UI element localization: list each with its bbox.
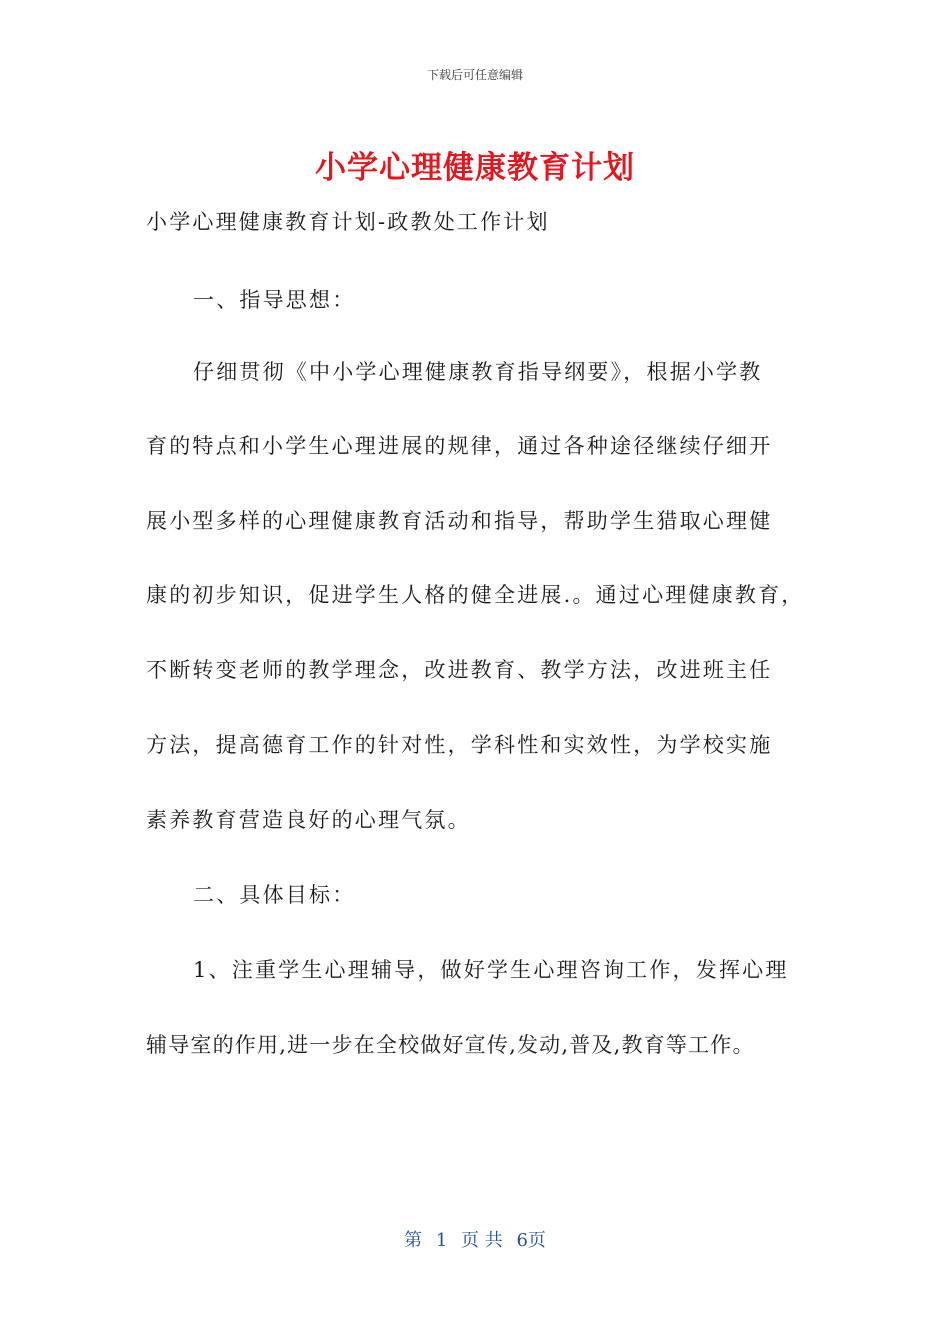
page-footer <box>0 1226 950 1252</box>
paragraph1-line: 展小型多样的心理健康教育活动和指导，帮助学生猎取心理健 <box>146 509 773 533</box>
paragraph2-line: 辅导室的作用,进一步在全校做好宣传,发动,普及,教育等工作。 <box>146 1033 755 1057</box>
subtitle: 小学心理健康教育计划-政教处工作计划 <box>146 210 550 234</box>
section2-heading: 二、具体目标： <box>193 883 356 907</box>
section1-heading: 一、指导思想： <box>193 288 356 312</box>
header-note: 下载后可任意编辑 <box>426 68 523 82</box>
paragraph1-line: 不断转变老师的教学理念，改进教育、教学方法，改进班主任 <box>146 658 773 682</box>
page-current: 1 <box>435 1230 448 1251</box>
paragraph1-line: 方法，提高德育工作的针对性，学科性和实效性，为学校实施 <box>146 733 773 757</box>
paragraph1-line: 康的初步知识，促进学生人格的健全进展.。通过心理健康教育， <box>146 583 805 607</box>
paragraph2-line: 1、注重学生心理辅导，做好学生心理咨询工作，发挥心理 <box>193 958 789 982</box>
page-label-prefix: 第 <box>404 1230 423 1251</box>
page-label-suffix: 页 <box>527 1230 546 1251</box>
document-title: 小学心理健康教育计划 <box>315 150 635 186</box>
page-total: 6 <box>516 1230 528 1251</box>
paragraph1-line: 育的特点和小学生心理进展的规律，通过各种途径继续仔细开 <box>146 434 773 458</box>
paragraph1-line: 仔细贯彻《中小学心理健康教育指导纲要》，根据小学教 <box>193 360 763 384</box>
page-label-mid: 页 共 <box>461 1230 503 1251</box>
paragraph1-line: 素养教育营造良好的心理气氛。 <box>146 808 471 832</box>
